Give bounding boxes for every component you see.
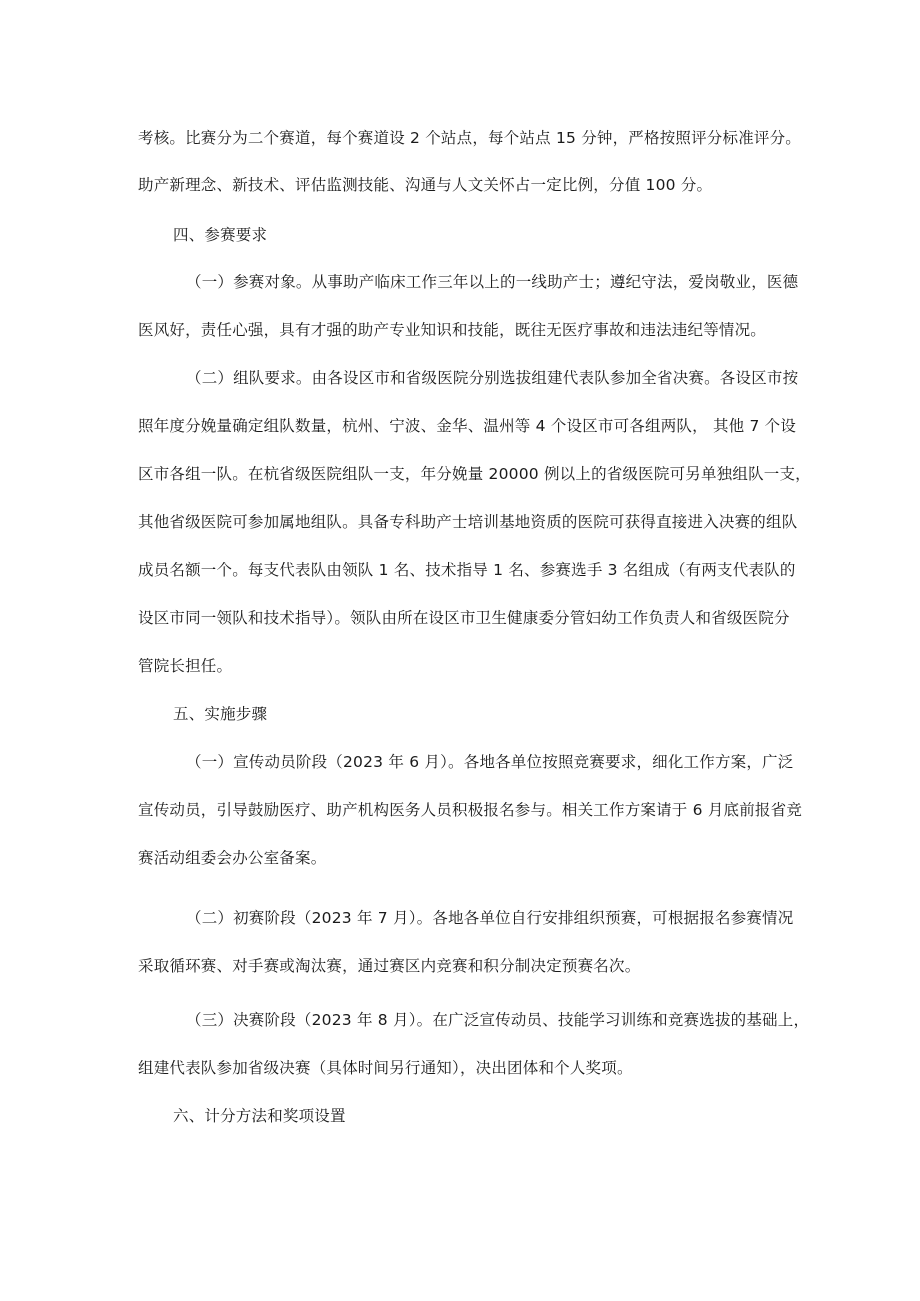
- paragraph-line: 助产新理念、新技术、评估监测技能、沟通与人文关怀占一定比例，分值 100 分。: [138, 176, 713, 194]
- paragraph-line: 组建代表队参加省级决赛（具体时间另行通知），决出团体和个人奖项。: [138, 1059, 633, 1077]
- paragraph-line: 其他省级医院可参加属地组队。具备专科助产士培训基地资质的医院可获得直接进入决赛的组队: [138, 513, 798, 531]
- paragraph-line: 成员名额一个。每支代表队由领队 1 名、技术指导 1 名、参赛选手 3 名组成（有两支代表队的: [138, 561, 796, 579]
- paragraph-line: （一）宣传动员阶段（2023 年 6 月）。各地各单位按照竞赛要求，细化工作方案，广泛: [186, 753, 794, 771]
- paragraph-line: 考核。比赛分为二个赛道，每个赛道设 2 个站点，每个站点 15 分钟，严格按照评分标准评分。: [138, 129, 801, 147]
- section-heading: 六、计分方法和奖项设置: [173, 1107, 346, 1125]
- paragraph-line: 采取循环赛、对手赛或淘汰赛，通过赛区内竞赛和积分制决定预赛名次。: [138, 957, 641, 975]
- paragraph-line: 宣传动员，引导鼓励医疗、助产机构医务人员积极报名参与。相关工作方案请于 6 月底前报省竞: [138, 801, 803, 819]
- paragraph-line: 设区市同一领队和技术指导）。领队由所在设区市卫生健康委分管妇幼工作负责人和省级医院分: [138, 609, 790, 627]
- paragraph-line: 照年度分娩量确定组队数量，杭州、宁波、金华、温州等 4 个设区市可各组两队， 其他 7 个设: [138, 417, 797, 435]
- section-heading: 四、参赛要求: [173, 226, 268, 244]
- paragraph-line: 区市各组一队。在杭省级医院组队一支，年分娩量 20000 例以上的省级医院可另单独组队一支，: [138, 465, 811, 483]
- section-heading: 五、实施步骤: [173, 705, 268, 723]
- paragraph-line: 医风好，责任心强，具有才强的助产专业知识和技能，既往无医疗事故和违法违纪等情况。: [138, 321, 767, 339]
- paragraph-line: （三）决赛阶段（2023 年 8 月）。在广泛宣传动员、技能学习训练和竞赛选拔的基础上，: [186, 1011, 810, 1029]
- paragraph-line: （二）初赛阶段（2023 年 7 月）。各地各单位自行安排组织预赛，可根据报名参赛情况: [186, 909, 794, 927]
- paragraph-line: 管院长担任。: [138, 657, 233, 675]
- paragraph-line: （一）参赛对象。从事助产临床工作三年以上的一线助产士；遵纪守法，爱岗敬业，医德: [186, 273, 799, 291]
- paragraph-line: （二）组队要求。由各设区市和省级医院分别选拔组建代表队参加全省决赛。各设区市按: [186, 369, 799, 387]
- paragraph-line: 赛活动组委会办公室备案。: [138, 849, 327, 867]
